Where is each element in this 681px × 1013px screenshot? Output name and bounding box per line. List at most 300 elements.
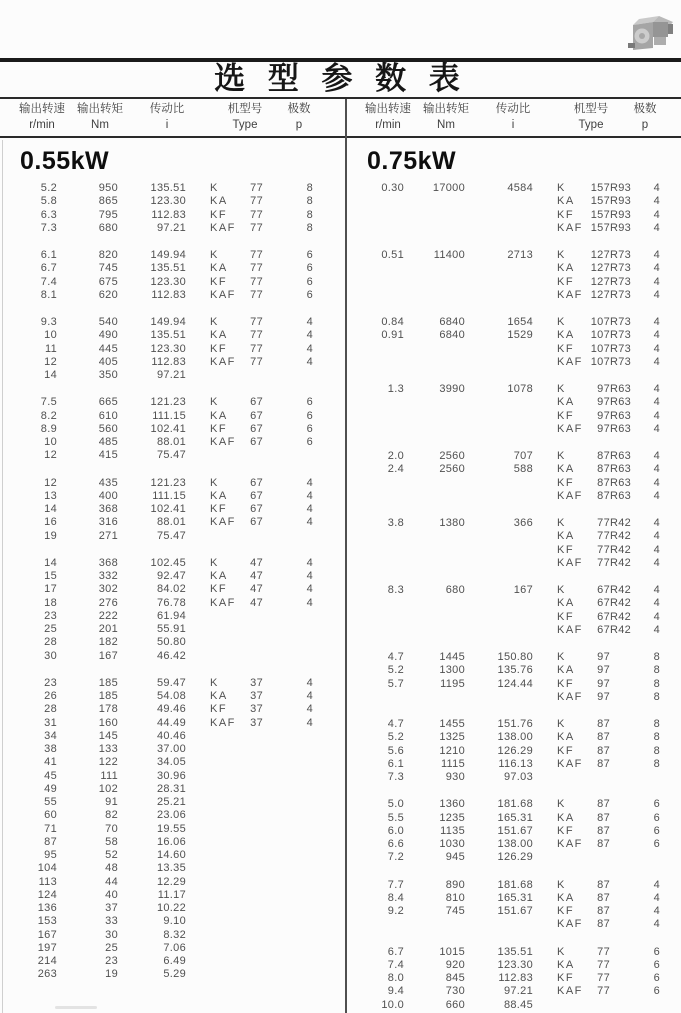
cell-ratio: 588 (513, 463, 533, 476)
cell-type-size: 97 (597, 396, 610, 409)
cell-poles: 6 (653, 958, 660, 971)
cell-ratio (465, 343, 533, 356)
cell-torque: 560 (98, 422, 118, 435)
table-row (347, 611, 681, 624)
cell-speed: 7.2 (387, 851, 404, 864)
cell-type-size: 97 (597, 651, 610, 663)
table-row (347, 195, 681, 208)
cell-type-size: 87 (597, 463, 610, 476)
cell-type-size (236, 968, 263, 981)
cell-type-suffix (610, 999, 630, 1012)
cell-ratio: 2713 (507, 249, 533, 261)
cell-gap (186, 490, 210, 503)
table-row (347, 597, 681, 610)
cell-poles: 4 (653, 517, 660, 529)
cell-torque: 276 (98, 596, 118, 609)
cell-poles (283, 650, 313, 663)
cell-speed (347, 343, 404, 356)
cell-gap (186, 343, 210, 356)
header-output-speed (360, 101, 416, 133)
table-row (0, 942, 340, 955)
cell-torque: 1445 (439, 651, 465, 663)
cell-type-size: 37 (250, 676, 263, 689)
cell-type-size: 157 (590, 182, 610, 194)
cell-gap (186, 369, 210, 382)
cell-torque: 810 (445, 891, 465, 904)
cell-torque: 820 (98, 249, 118, 261)
cell-torque (404, 410, 465, 423)
cell-speed: 13 (44, 489, 57, 502)
cell-torque (404, 262, 465, 275)
cell-type-suffix (263, 849, 283, 862)
cell-type-size: 107 (590, 329, 610, 342)
cell-type-suffix (263, 209, 283, 222)
cell-speed: 1.3 (387, 383, 404, 395)
cell-type-suffix: R42 (610, 597, 632, 610)
cell-torque (404, 611, 465, 624)
table-row (347, 544, 681, 557)
cell-gap (186, 915, 210, 928)
cell-type-prefix: KA (557, 396, 575, 409)
cell-torque: 58 (105, 835, 118, 848)
cell-torque: 485 (98, 436, 118, 448)
header-ratio (485, 101, 541, 133)
cell-gap (186, 849, 210, 862)
cell-speed: 31 (44, 716, 57, 729)
cell-type-suffix: R63 (610, 450, 632, 462)
table-row (347, 691, 681, 704)
cell-poles (283, 889, 313, 902)
cell-speed: 12 (44, 355, 57, 368)
row-group (0, 182, 340, 235)
cell-torque (404, 209, 465, 222)
cell-gap (533, 905, 557, 918)
cell-gap (533, 691, 557, 704)
table-row (347, 343, 681, 356)
table-row (0, 262, 340, 275)
table-row (347, 396, 681, 409)
cell-poles: 4 (653, 316, 660, 328)
cell-torque: 122 (98, 756, 118, 769)
cell-gap (533, 718, 557, 731)
cell-type-suffix: R73 (610, 355, 632, 368)
cell-type-suffix (610, 731, 630, 744)
cell-speed: 16 (44, 516, 57, 529)
table-row (0, 289, 340, 302)
cell-torque (404, 557, 465, 570)
cell-torque (404, 222, 465, 235)
cell-type-prefix: K (557, 798, 566, 811)
cell-ratio: 1078 (507, 383, 533, 395)
cell-poles: 4 (306, 516, 313, 529)
cell-speed: 6.1 (387, 757, 404, 770)
cell-poles: 4 (306, 690, 313, 702)
cell-poles: 8 (306, 208, 313, 221)
cell-type-suffix: R93 (610, 195, 632, 208)
cell-torque: 30 (105, 928, 118, 941)
table-row (347, 678, 681, 691)
cell-type-prefix: KF (557, 342, 575, 355)
table-row (0, 836, 340, 849)
cell-type-suffix: R42 (610, 584, 632, 596)
cell-speed (347, 624, 404, 637)
header-name: 极数 (287, 103, 311, 115)
cell-type-size (236, 369, 263, 382)
table-row (0, 396, 340, 409)
cell-ratio (465, 530, 533, 543)
cell-type-suffix (610, 851, 630, 864)
cell-torque (404, 918, 465, 931)
cell-type-size: 77 (250, 195, 263, 208)
cell-poles (630, 771, 660, 784)
cell-type-size: 87 (597, 757, 610, 770)
cell-poles: 6 (653, 945, 660, 958)
table-row (0, 343, 340, 356)
cell-torque: 680 (445, 584, 465, 596)
cell-speed (347, 276, 404, 289)
cell-type-size: 97 (597, 677, 610, 690)
cell-type-suffix: R73 (610, 342, 632, 355)
cell-poles: 4 (653, 584, 660, 596)
cell-torque: 610 (98, 409, 118, 422)
cell-torque: 1300 (439, 664, 465, 677)
cell-gap (186, 796, 210, 809)
cell-gap (186, 477, 210, 490)
cell-gap (533, 825, 557, 838)
cell-speed: 6.7 (387, 945, 404, 958)
cell-speed (347, 544, 404, 557)
table-row (0, 823, 340, 836)
cell-type-prefix: KF (210, 503, 228, 515)
cell-poles (283, 942, 313, 955)
table-row (0, 209, 340, 222)
cell-type-size: 77 (597, 556, 610, 569)
cell-poles: 4 (653, 329, 660, 342)
table-row (0, 929, 340, 942)
cell-torque: 1380 (439, 517, 465, 529)
cell-torque: 795 (98, 208, 118, 221)
row-groups (347, 182, 681, 1012)
header-ratio (139, 101, 195, 133)
cell-ratio: 181.68 (497, 798, 533, 811)
cell-torque: 400 (98, 489, 118, 502)
cell-type-size: 77 (250, 342, 263, 355)
cell-type-prefix: KF (557, 744, 575, 757)
cell-speed: 104 (37, 862, 57, 875)
row-group (347, 450, 681, 503)
cell-type-suffix (263, 636, 283, 649)
cell-torque: 302 (98, 583, 118, 596)
cell-torque (404, 691, 465, 704)
cell-type-suffix (263, 717, 283, 730)
cell-type-size: 77 (597, 945, 610, 958)
table-row (0, 770, 340, 783)
cell-poles: 8 (306, 182, 313, 194)
table-row (347, 329, 681, 342)
cell-type-size: 97 (597, 422, 610, 435)
section-power-label: 0.75kW (367, 147, 457, 175)
cell-type-prefix: KAF (557, 838, 583, 850)
cell-gap (186, 597, 210, 610)
cell-type-suffix: R73 (610, 275, 632, 288)
cell-ratio (465, 691, 533, 704)
cell-poles: 6 (306, 409, 313, 422)
cell-speed: 153 (37, 915, 57, 928)
cell-speed: 38 (44, 743, 57, 755)
table-row (347, 182, 681, 195)
cell-speed: 4.7 (387, 651, 404, 663)
table-row (347, 985, 681, 998)
cell-type-prefix: KA (210, 329, 228, 342)
cell-gap (533, 664, 557, 677)
cell-speed: 113 (38, 875, 57, 888)
cell-ratio (465, 276, 533, 289)
cell-type-prefix: KF (210, 342, 228, 355)
cell-speed (347, 410, 404, 423)
cell-type-prefix (210, 862, 236, 875)
cell-speed: 9.4 (387, 985, 404, 998)
row-group (347, 383, 681, 436)
table-row (347, 530, 681, 543)
cell-gap (186, 968, 210, 981)
cell-speed: 95 (44, 849, 57, 861)
cell-speed: 9.2 (387, 905, 404, 917)
cell-gap (186, 503, 210, 516)
cell-ratio: 112.83 (151, 355, 186, 368)
cell-type-size (236, 449, 263, 462)
cell-ratio: 121.23 (150, 476, 186, 489)
cell-torque (404, 530, 465, 543)
cell-type-suffix: R42 (610, 556, 632, 569)
cell-type-prefix: KA (210, 489, 228, 502)
cell-type-prefix: K (557, 383, 566, 395)
cell-ratio (465, 289, 533, 302)
cell-gap (186, 222, 210, 235)
table-row (0, 743, 340, 756)
cell-ratio (465, 410, 533, 423)
cell-type-size: 77 (597, 958, 610, 971)
header-name: 极数 (633, 103, 657, 115)
cell-type-prefix (210, 796, 236, 809)
cell-gap (186, 636, 210, 649)
cell-poles (283, 530, 313, 543)
header-unit: Type (578, 119, 604, 131)
cell-gap (533, 999, 557, 1012)
cell-poles (283, 876, 313, 889)
cell-poles (283, 449, 313, 462)
cell-ratio: 13.35 (156, 862, 186, 875)
cell-type-suffix (263, 597, 283, 610)
cell-torque: 445 (98, 342, 118, 355)
cell-poles: 8 (653, 664, 660, 677)
cell-type-suffix (263, 276, 283, 289)
cell-type-suffix (263, 770, 283, 783)
cell-type-prefix: K (210, 556, 219, 569)
cell-type-suffix: R93 (610, 208, 632, 221)
cell-type-size: 87 (597, 718, 610, 730)
cell-type-size: 47 (250, 583, 263, 596)
header-output-torque (72, 101, 128, 133)
table-row (0, 915, 340, 928)
cell-type-suffix (263, 703, 283, 716)
cell-ratio: 124.44 (497, 677, 533, 690)
cell-speed: 26 (44, 690, 57, 702)
header-unit: i (165, 119, 169, 131)
section-power-label: 0.55kW (20, 147, 110, 175)
cell-torque: 91 (105, 796, 118, 808)
table-row (0, 690, 340, 703)
cell-type-prefix (210, 968, 236, 981)
cell-type-suffix: R63 (610, 409, 632, 422)
table-row (347, 477, 681, 490)
header-name: 输出转矩 (77, 103, 123, 115)
cell-poles: 4 (306, 329, 313, 342)
cell-speed: 7.4 (387, 958, 404, 971)
cell-poles: 4 (306, 342, 313, 355)
cell-ratio: 75.47 (156, 449, 186, 462)
cell-type-prefix: KA (210, 690, 228, 702)
cell-gap (533, 758, 557, 771)
cell-gap (186, 929, 210, 942)
table-row (347, 316, 681, 329)
cell-type-prefix (210, 610, 236, 623)
cell-type-size: 87 (597, 744, 610, 757)
cell-gap (533, 544, 557, 557)
cell-speed: 4.7 (387, 718, 404, 730)
cell-type-prefix: KAF (210, 436, 236, 448)
cell-torque: 167 (98, 649, 118, 662)
cell-type-prefix (210, 902, 236, 915)
cell-poles: 6 (306, 262, 313, 275)
cell-gap (533, 985, 557, 998)
table-row (0, 477, 340, 490)
cell-ratio: 4584 (507, 182, 533, 194)
cell-speed: 5.0 (387, 798, 404, 811)
cell-torque: 1195 (440, 677, 465, 690)
cell-speed (347, 262, 404, 275)
cell-type-size: 67 (250, 476, 263, 489)
cell-poles: 4 (653, 878, 660, 891)
cell-poles: 4 (653, 450, 660, 462)
cell-poles: 8 (653, 651, 660, 663)
cell-torque: 490 (98, 329, 118, 342)
cell-type-suffix (263, 329, 283, 342)
cell-speed (347, 477, 404, 490)
cell-ratio: 167 (513, 584, 533, 596)
cell-type-size (236, 915, 263, 928)
cell-type-suffix (610, 959, 630, 972)
cell-gap (186, 209, 210, 222)
cell-gap (186, 423, 210, 436)
cell-type-prefix: KF (557, 409, 575, 422)
cell-ratio: 16.06 (156, 835, 186, 848)
cell-torque: 332 (98, 570, 118, 582)
cell-speed: 7.3 (40, 221, 57, 234)
cell-gap (533, 812, 557, 825)
table-row (347, 410, 681, 423)
cell-ratio: 97.21 (156, 369, 186, 381)
cell-speed: 41 (44, 756, 57, 769)
cell-gap (533, 477, 557, 490)
cell-torque: 133 (98, 743, 118, 755)
cell-type-suffix (263, 410, 283, 423)
table-row (347, 356, 681, 369)
cell-type-prefix (210, 369, 236, 382)
cell-torque: 6840 (439, 316, 465, 328)
table-row (0, 796, 340, 809)
cell-type-suffix (263, 516, 283, 529)
cell-gap (533, 892, 557, 905)
cell-type-size: 157 (590, 221, 610, 234)
cell-poles (283, 902, 313, 915)
cell-speed: 5.8 (40, 195, 57, 208)
cell-type-size: 87 (597, 731, 610, 744)
cell-speed: 0.91 (381, 329, 404, 342)
cell-torque: 920 (445, 958, 465, 971)
cell-type-prefix: KA (557, 958, 575, 971)
cell-poles: 6 (306, 422, 313, 435)
cell-ratio: 116.13 (498, 757, 533, 770)
cell-type-prefix: K (557, 450, 566, 462)
table-row (347, 651, 681, 664)
cell-type-prefix: K (557, 945, 566, 958)
cell-type-size: 77 (250, 249, 263, 261)
table-row (0, 876, 340, 889)
cell-type-prefix (210, 730, 236, 743)
cell-type-size: 77 (250, 316, 263, 328)
table-row (0, 583, 340, 596)
table-row (0, 249, 340, 262)
cell-gap (186, 823, 210, 836)
cell-speed: 28 (44, 636, 57, 649)
cell-type-prefix (210, 449, 236, 462)
table-row (0, 195, 340, 208)
table-row (347, 222, 681, 235)
cell-type-prefix (210, 823, 236, 836)
row-group (347, 879, 681, 932)
cell-poles: 6 (306, 249, 313, 261)
cell-type-suffix (610, 718, 630, 731)
table-row (0, 449, 340, 462)
cell-speed: 263 (37, 968, 57, 981)
cell-type-prefix: K (210, 396, 219, 409)
cell-torque: 890 (445, 878, 465, 891)
cell-type-prefix: K (557, 878, 566, 891)
header-unit: i (511, 119, 515, 131)
cell-type-size: 87 (597, 824, 610, 837)
cell-torque (404, 289, 465, 302)
cell-ratio: 97.21 (503, 985, 533, 998)
cell-type-prefix: KF (210, 275, 228, 288)
cell-speed: 11 (44, 342, 57, 355)
cell-type-prefix: KAF (557, 623, 583, 636)
cell-type-size (583, 851, 610, 864)
cell-torque: 1325 (439, 731, 465, 744)
cell-type-suffix (263, 823, 283, 836)
table-row (0, 276, 340, 289)
cell-speed: 214 (37, 955, 57, 967)
cell-poles: 4 (653, 422, 660, 435)
cell-poles (283, 968, 313, 981)
cell-torque: 2560 (439, 450, 465, 462)
table-row (0, 703, 340, 716)
cell-type-size: 67 (250, 409, 263, 422)
cell-poles: 4 (653, 396, 660, 409)
cell-ratio: 135.51 (150, 182, 186, 194)
cell-speed: 0.30 (381, 182, 404, 194)
cell-type-size: 47 (250, 596, 263, 609)
cell-gap (533, 410, 557, 423)
